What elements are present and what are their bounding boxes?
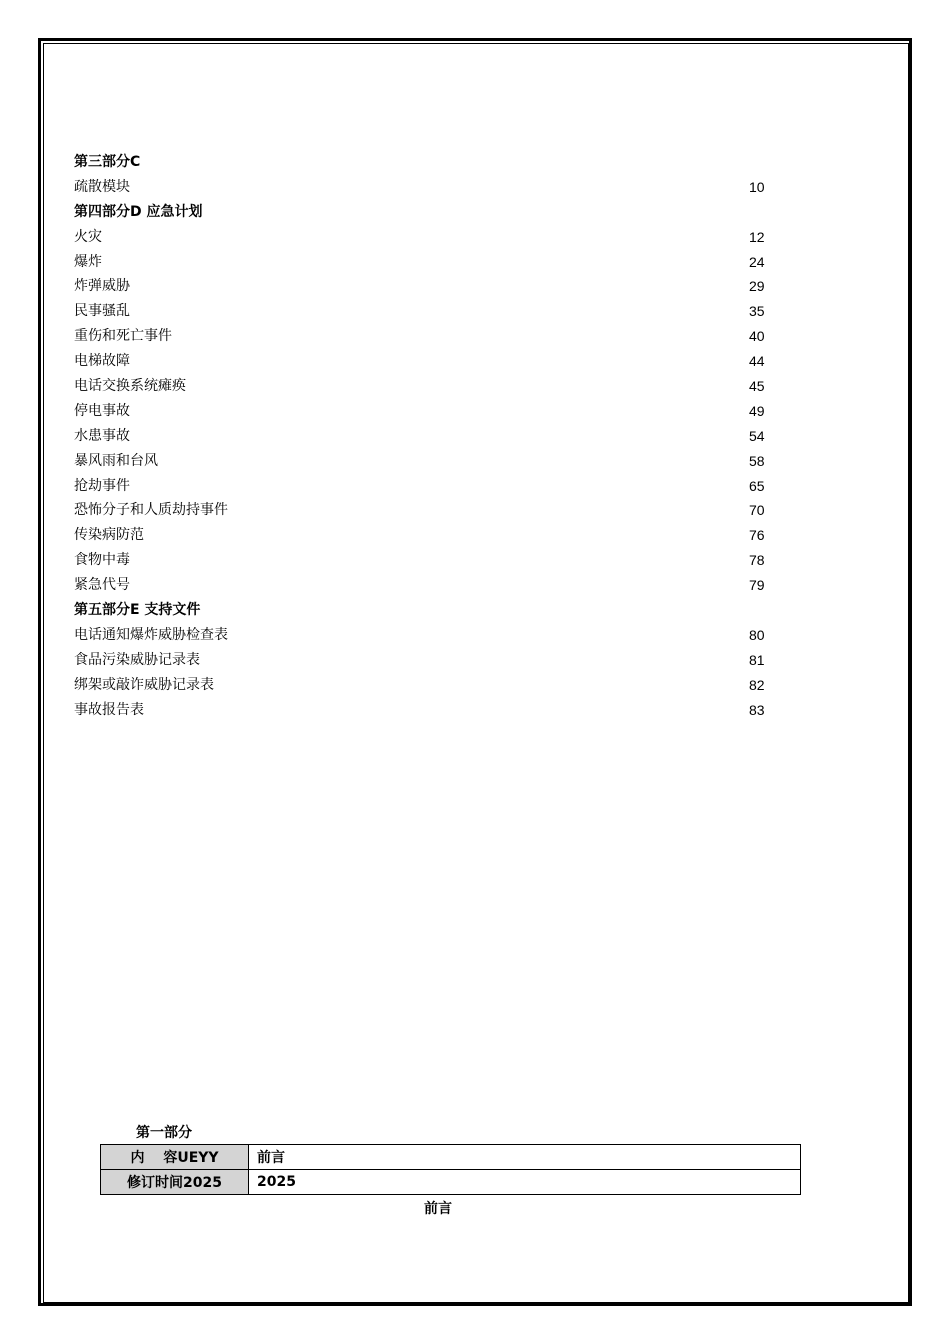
toc-title: 重伤和死亡事件 <box>74 328 172 345</box>
toc-title: 电话通知爆炸威胁检查表 <box>74 626 228 643</box>
toc-entry <box>74 349 774 374</box>
toc-title: 绑架或敲诈威胁记录表 <box>74 676 214 693</box>
table-of-contents <box>74 150 774 722</box>
toc-page-number: 40 <box>749 328 765 345</box>
toc-page-number: 24 <box>749 253 765 270</box>
toc-page-number: 45 <box>749 378 765 395</box>
info-table <box>100 1144 801 1195</box>
toc-page-number: 76 <box>749 527 765 544</box>
toc-title: 火灾 <box>74 228 102 245</box>
toc-page-number: 29 <box>749 278 765 295</box>
toc-title: 停电事故 <box>74 402 130 419</box>
content-label: 内 容UEYY <box>101 1145 249 1170</box>
content-value: 前言 <box>249 1145 801 1170</box>
toc-title: 炸弹威胁 <box>74 278 130 295</box>
toc-entry <box>74 474 774 499</box>
toc-entry <box>74 374 774 399</box>
toc-entry <box>74 324 774 349</box>
toc-title: 食品污染威胁记录表 <box>74 651 200 668</box>
toc-page-number: 58 <box>749 452 765 469</box>
toc-title: 爆炸 <box>74 253 102 270</box>
toc-title: 电梯故障 <box>74 353 130 370</box>
toc-page-number: 83 <box>749 701 765 718</box>
toc-title: 电话交换系统瘫痪 <box>74 378 186 395</box>
toc-title: 传染病防范 <box>74 527 144 544</box>
toc-page-number: 44 <box>749 353 765 370</box>
page-heading: 前言 <box>424 1201 452 1217</box>
toc-title: 第四部分D 应急计划 <box>74 203 203 220</box>
toc-section-heading <box>74 150 774 175</box>
toc-entry <box>74 698 774 723</box>
toc-entry <box>74 250 774 275</box>
toc-title: 事故报告表 <box>74 701 144 718</box>
toc-entry <box>74 523 774 548</box>
toc-title: 暴风雨和台风 <box>74 452 158 469</box>
toc-title: 紧急代号 <box>74 577 130 594</box>
section-label: 第一部分 <box>136 1125 192 1141</box>
toc-title: 第三部分C <box>74 154 141 170</box>
toc-page-number: 78 <box>749 552 765 569</box>
toc-title: 水患事故 <box>74 427 130 444</box>
toc-title: 恐怖分子和人质劫持事件 <box>74 502 228 519</box>
toc-page-number: 49 <box>749 402 765 419</box>
toc-title: 食物中毒 <box>74 552 130 569</box>
toc-page-number: 35 <box>749 303 765 320</box>
revision-value: 2025 <box>249 1170 801 1195</box>
toc-page-number: 70 <box>749 502 765 519</box>
table-row <box>101 1145 801 1170</box>
toc-entry <box>74 299 774 324</box>
table-row <box>101 1170 801 1195</box>
toc-title: 第五部分E 支持文件 <box>74 602 201 619</box>
toc-entry <box>74 424 774 449</box>
toc-title: 民事骚乱 <box>74 303 130 320</box>
toc-title: 抢劫事件 <box>74 477 130 494</box>
toc-entry <box>74 498 774 523</box>
toc-entry <box>74 673 774 698</box>
toc-page-number: 81 <box>749 651 765 668</box>
toc-page-number: 79 <box>749 577 765 594</box>
toc-entry <box>74 274 774 299</box>
toc-page-number: 54 <box>749 427 765 444</box>
toc-section-heading <box>74 598 774 623</box>
toc-entry <box>74 573 774 598</box>
toc-page-number: 10 <box>749 178 765 195</box>
toc-page-number: 82 <box>749 676 765 693</box>
toc-entry <box>74 399 774 424</box>
toc-page-number: 12 <box>749 228 765 245</box>
revision-label: 修订时间2025 <box>101 1170 249 1195</box>
toc-entry <box>74 225 774 250</box>
toc-entry <box>74 449 774 474</box>
toc-page-number: 80 <box>749 626 765 643</box>
toc-entry <box>74 548 774 573</box>
toc-title: 疏散模块 <box>74 178 130 195</box>
toc-entry <box>74 175 774 200</box>
toc-section-heading <box>74 200 774 225</box>
toc-page-number: 65 <box>749 477 765 494</box>
toc-entry <box>74 648 774 673</box>
toc-entry <box>74 623 774 648</box>
